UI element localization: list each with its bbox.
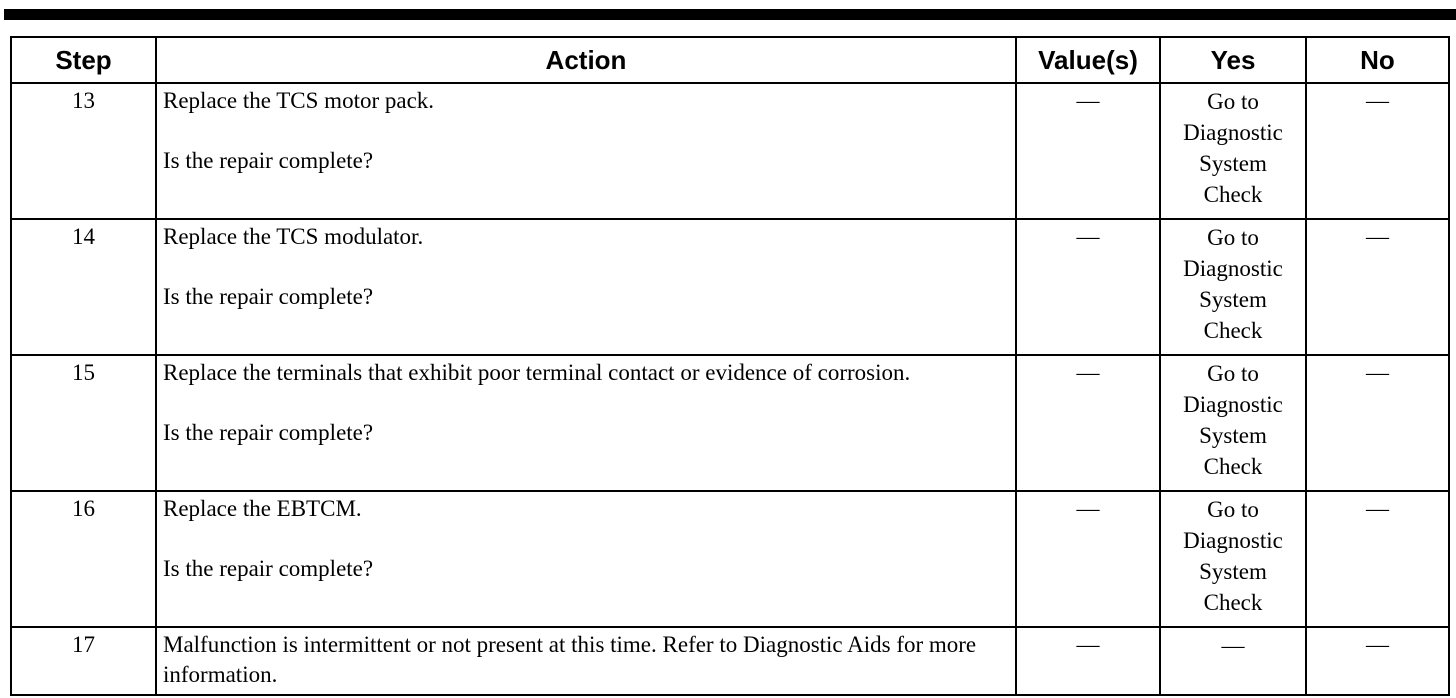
yes-cell bbox=[1160, 355, 1306, 491]
header-no: No bbox=[1306, 37, 1449, 83]
value-cell: — bbox=[1016, 219, 1160, 355]
no-cell: — bbox=[1306, 627, 1449, 695]
action-text: Replace the EBTCM. bbox=[163, 496, 362, 521]
yes-cell: — bbox=[1160, 627, 1306, 695]
header-values: Value(s) bbox=[1016, 37, 1160, 83]
yes-line: Go to bbox=[1207, 89, 1259, 114]
no-cell: — bbox=[1306, 491, 1449, 627]
table-row bbox=[11, 491, 1449, 627]
header-step: Step bbox=[11, 37, 156, 83]
yes-line: System bbox=[1199, 423, 1267, 448]
yes-cell bbox=[1160, 83, 1306, 219]
yes-line: System bbox=[1199, 151, 1267, 176]
step-number: 13 bbox=[11, 83, 156, 219]
yes-line: Check bbox=[1203, 318, 1263, 343]
table-row bbox=[11, 355, 1449, 491]
yes-cell bbox=[1160, 491, 1306, 627]
yes-line: Go to bbox=[1207, 225, 1259, 250]
table-row bbox=[11, 83, 1449, 219]
yes-line: Go to bbox=[1207, 361, 1259, 386]
action-question: Is the repair complete? bbox=[163, 148, 374, 173]
no-cell: — bbox=[1306, 355, 1449, 491]
table-row bbox=[11, 219, 1449, 355]
no-cell: — bbox=[1306, 219, 1449, 355]
value-cell: — bbox=[1016, 355, 1160, 491]
yes-line: Diagnostic bbox=[1183, 528, 1283, 553]
action-text: Malfunction is intermittent or not present at this time. Refer to Diagnostic Aids for more information. bbox=[163, 632, 977, 687]
table-row bbox=[11, 627, 1449, 695]
header-action: Action bbox=[156, 37, 1016, 83]
step-number: 14 bbox=[11, 219, 156, 355]
action-cell bbox=[156, 83, 1016, 219]
yes-line: System bbox=[1199, 287, 1267, 312]
diagnostic-table bbox=[10, 36, 1450, 696]
step-number: 16 bbox=[11, 491, 156, 627]
yes-line: System bbox=[1199, 559, 1267, 584]
action-cell bbox=[156, 219, 1016, 355]
yes-line: Diagnostic bbox=[1183, 120, 1283, 145]
yes-line: Check bbox=[1203, 454, 1263, 479]
action-text: Replace the terminals that exhibit poor terminal contact or evidence of corrosion. bbox=[163, 360, 911, 385]
yes-line: Check bbox=[1203, 590, 1263, 615]
no-cell: — bbox=[1306, 83, 1449, 219]
yes-line: Go to bbox=[1207, 497, 1259, 522]
header-yes: Yes bbox=[1160, 37, 1306, 83]
action-text: Replace the TCS motor pack. bbox=[163, 88, 435, 113]
action-question: Is the repair complete? bbox=[163, 420, 374, 445]
action-cell bbox=[156, 355, 1016, 491]
action-cell bbox=[156, 627, 1016, 695]
yes-line: Diagnostic bbox=[1183, 392, 1283, 417]
value-cell: — bbox=[1016, 491, 1160, 627]
yes-line: Check bbox=[1203, 182, 1263, 207]
step-number: 17 bbox=[11, 627, 156, 695]
table-header-row bbox=[11, 37, 1449, 83]
yes-line: Diagnostic bbox=[1183, 256, 1283, 281]
yes-cell bbox=[1160, 219, 1306, 355]
step-number: 15 bbox=[11, 355, 156, 491]
action-question: Is the repair complete? bbox=[163, 556, 374, 581]
action-cell bbox=[156, 491, 1016, 627]
value-cell: — bbox=[1016, 83, 1160, 219]
action-question: Is the repair complete? bbox=[163, 284, 374, 309]
action-text: Replace the TCS modulator. bbox=[163, 224, 424, 249]
top-rule bbox=[4, 9, 1456, 20]
value-cell: — bbox=[1016, 627, 1160, 695]
